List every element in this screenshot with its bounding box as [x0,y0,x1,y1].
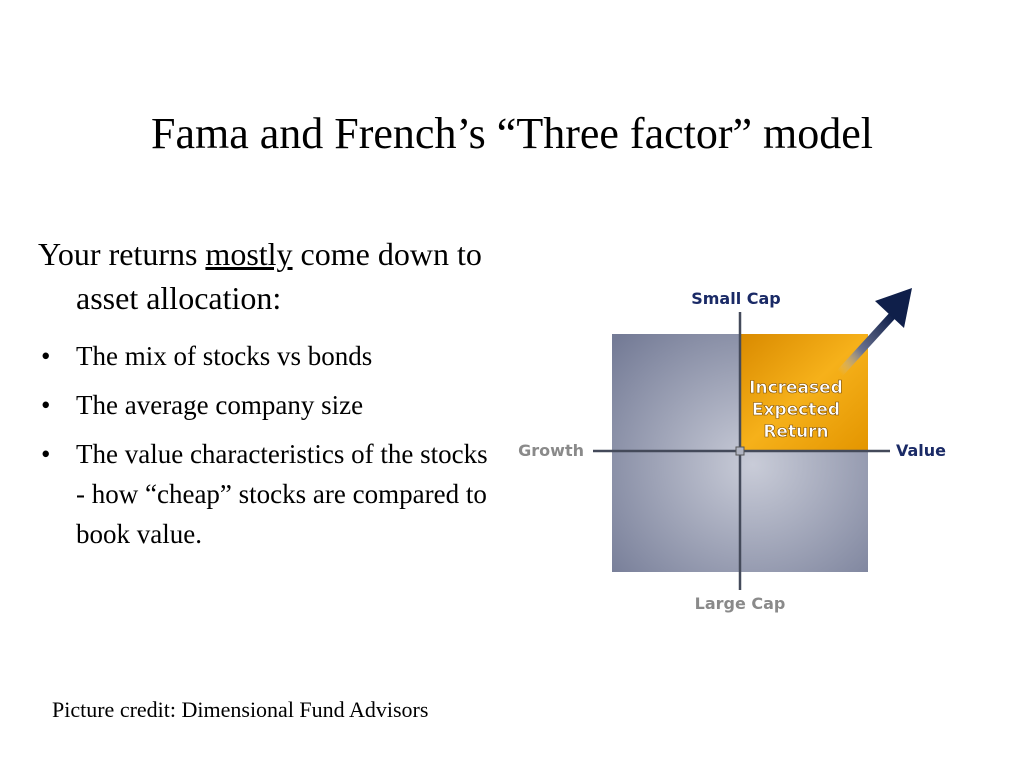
diagonal-arrow-icon [840,288,912,373]
bullet-item [38,434,488,554]
picture-credit: Picture credit: Dimensional Fund Advisors [52,697,429,722]
lead-emphasis: mostly [205,236,293,272]
lead-text-after: come down to asset allocation: [76,236,482,316]
highlight-label-line-3: Return [763,422,829,442]
lead-text-before: Your returns [38,236,206,272]
bullet-item [38,336,488,376]
bullet-dot-icon: • [41,341,51,371]
bullet-item [38,385,488,425]
bullet-text: The mix of stocks vs bonds [76,341,373,371]
axis-label-small-cap: Small Cap [691,289,781,308]
highlight-label-line-2: Expected [751,400,841,420]
slide-title: Fama and French’s “Three factor” model [150,109,874,158]
bullet-text: The value characteristics of the stocks - how “cheap” stocks are compared to book value. [76,439,488,549]
axis-label-growth: Growth [518,441,584,460]
highlight-label-line-1: Increased [749,378,843,398]
axis-origin-marker [736,447,744,455]
bullet-dot-icon: • [41,439,51,469]
lead-paragraph [38,232,526,320]
bullet-list [38,336,488,563]
bullet-text: The average company size [76,390,364,420]
axis-label-large-cap: Large Cap [694,594,786,613]
three-factor-diagram [500,270,960,630]
axis-label-value: Value [896,441,947,460]
bullet-dot-icon: • [41,390,51,420]
